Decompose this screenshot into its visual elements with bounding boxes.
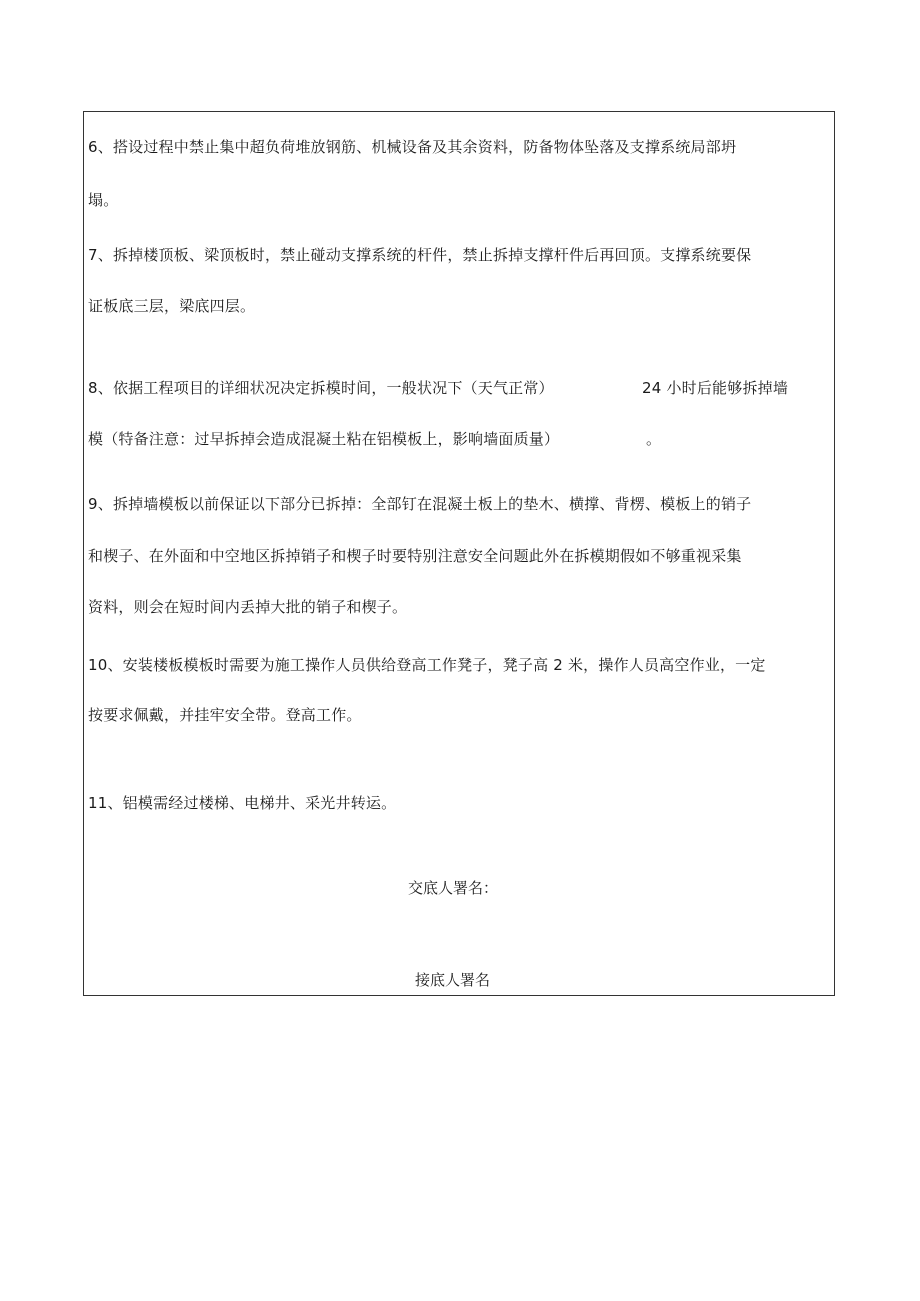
item-9-line-1: 9、拆掉墙模板以前保证以下部分已拆掉：全部钉在混凝土板上的垫木、横撑、背楞、模板上的销子 bbox=[88, 495, 752, 513]
item-8-line-2a: 模（特备注意：过早拆掉会造成混凝土粘在铝模板上，影响墙面质量） bbox=[88, 430, 560, 448]
item-8-line-1b: 24 小时后能够拆掉墙 bbox=[642, 379, 789, 397]
receiver-signature-label: 接底人署名 bbox=[415, 971, 491, 989]
item-8-line-1a: 8、依据工程项目的详细状况决定拆模时间，一般状况下（天气正常） bbox=[88, 379, 554, 397]
item-7-line-1: 7、拆掉楼顶板、梁顶板时，禁止碰动支撑系统的杆件，禁止拆掉支撑杆件后再回顶。支撑系统要保 bbox=[88, 246, 752, 264]
item-9-line-2: 和楔子、在外面和中空地区拆掉销子和楔子时要特别注意安全问题此外在拆模期假如不够重视采集 bbox=[88, 547, 742, 565]
item-9-line-3: 资料，则会在短时间内丢掉大批的销子和楔子。 bbox=[88, 598, 408, 616]
item-10-line-2: 按要求佩戴，并挂牢安全带。登高工作。 bbox=[88, 706, 362, 724]
item-6-line-1: 6、搭设过程中禁止集中超负荷堆放钢筋、机械设备及其余资料，防备物体坠落及支撑系统局部坍 bbox=[88, 138, 737, 156]
item-6-line-2: 塌。 bbox=[88, 191, 119, 209]
item-11-line-1: 11、铝模需经过楼梯、电梯井、采光井转运。 bbox=[88, 794, 397, 812]
presenter-signature-label: 交底人署名： bbox=[408, 879, 499, 897]
item-8-line-2b: 。 bbox=[646, 430, 662, 448]
item-7-line-2: 证板底三层，梁底四层。 bbox=[88, 297, 256, 315]
item-10-line-1: 10、安装楼板模板时需要为施工操作人员供给登高工作凳子，凳子高 2 米，操作人员高空作业，一定 bbox=[88, 656, 766, 674]
